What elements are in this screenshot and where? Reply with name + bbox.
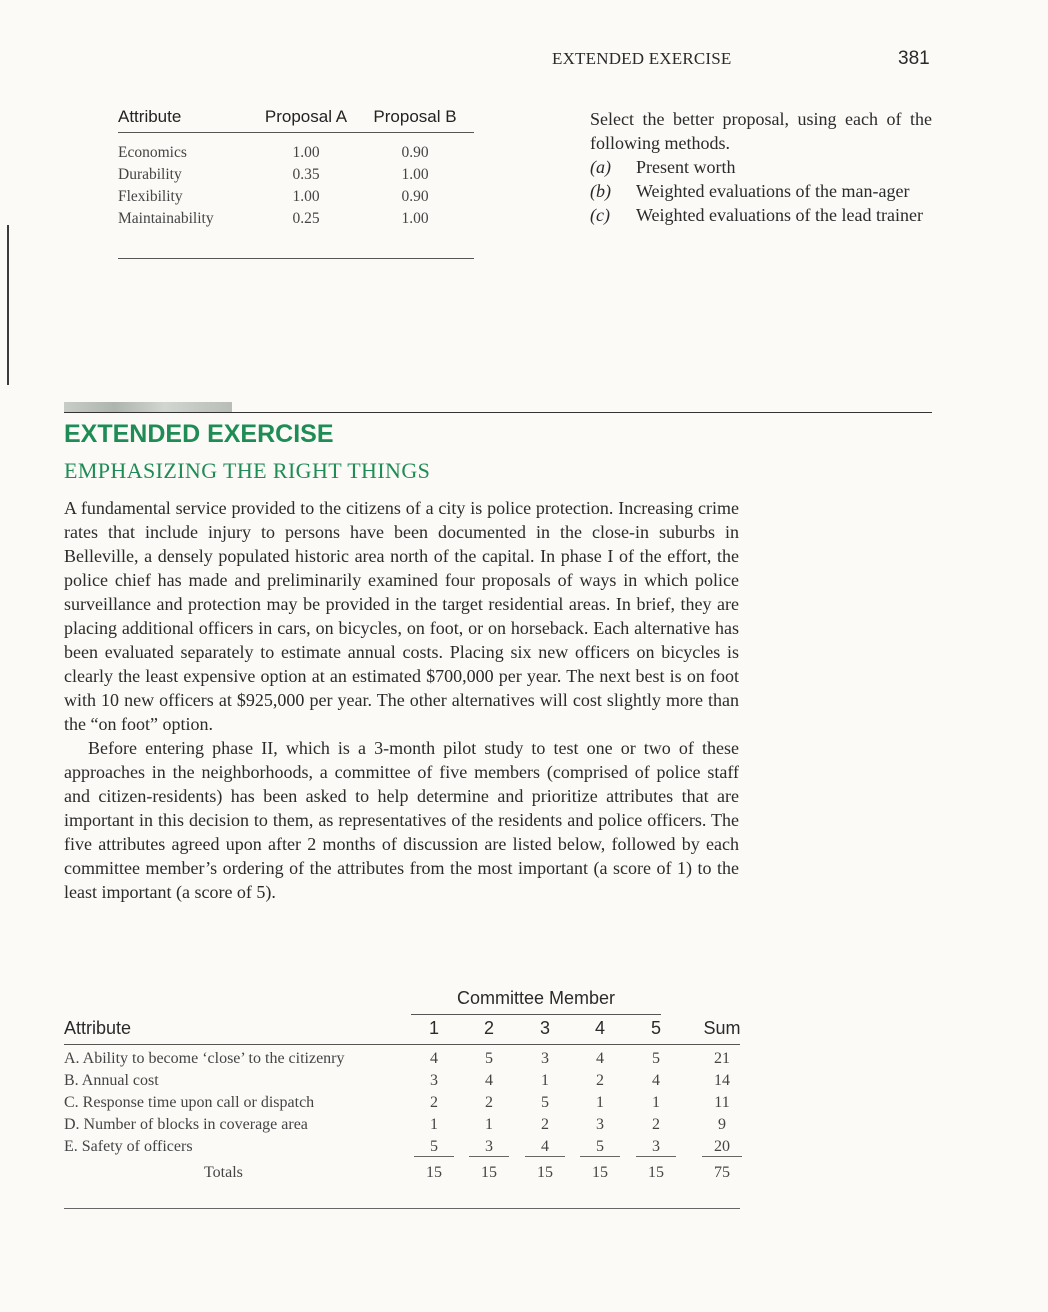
table-row <box>118 164 474 186</box>
cell: 1 <box>430 1116 438 1133</box>
totals-label: Totals <box>204 1164 243 1181</box>
cell: A. Ability to become ‘close’ to the citizenry <box>64 1050 345 1067</box>
cell: 15 <box>426 1164 442 1181</box>
cell: Flexibility <box>118 188 183 205</box>
section-title: EXTENDED EXERCISE <box>64 420 334 448</box>
running-header: EXTENDED EXERCISE <box>552 49 732 68</box>
col-attribute: Attribute <box>118 107 182 126</box>
page-number: 381 <box>898 48 930 69</box>
table-row <box>64 1138 740 1160</box>
question-item <box>590 179 932 203</box>
cell: 5 <box>652 1050 660 1067</box>
cell: 1 <box>485 1116 493 1133</box>
cell: Economics <box>118 144 187 161</box>
cell: 75 <box>714 1164 730 1181</box>
proposal-table-header <box>118 107 474 133</box>
section-decoration-bar <box>64 402 232 412</box>
cell: C. Response time upon call or dispatch <box>64 1094 315 1111</box>
cell: 5 <box>485 1050 493 1067</box>
body-text <box>64 496 739 904</box>
cell: 1.00 <box>401 210 429 227</box>
paragraph: Before entering phase II, which is a 3-month pilot study to test one or two of these approaches in the neighborhoods, a committee of five members (comprised of police staff and citizen-residents) has been asked to help determine and prioritize attributes that are important in this decision to them, as representatives of the residents and police officers. The five attributes agreed upon after 2 months of discussion are listed below, followed by each committee member’s ordering of the attributes from the most important (a score of 1) to the least important (a score of 5). <box>64 738 739 902</box>
col-attribute: Attribute <box>64 1018 132 1038</box>
table-row <box>64 1050 740 1072</box>
cell: 0.35 <box>292 166 320 183</box>
question-intro: Select the better proposal, using each of the following methods. <box>590 109 932 153</box>
cell: 1 <box>596 1094 604 1111</box>
col-member-3: 3 <box>539 1018 550 1038</box>
committee-header-bottom-rule <box>64 1044 740 1045</box>
cell: 3 <box>596 1116 604 1133</box>
col-sum: Sum <box>703 1018 741 1038</box>
question-item <box>590 203 932 227</box>
col-proposal-a: Proposal A <box>264 107 348 126</box>
question-letter: (a) <box>590 157 611 177</box>
cell: 3 <box>541 1050 549 1067</box>
question-text: Present worth <box>636 157 736 177</box>
question-item <box>590 155 932 179</box>
cell: Durability <box>118 166 182 183</box>
cell: 2 <box>541 1116 549 1133</box>
col-member-5: 5 <box>650 1018 661 1038</box>
cell: 0.25 <box>292 210 320 227</box>
committee-table-header <box>64 1018 740 1042</box>
cell: 15 <box>648 1164 664 1181</box>
cell: 11 <box>714 1094 730 1111</box>
committee-header-rule <box>411 1014 661 1015</box>
cell: 14 <box>714 1072 730 1089</box>
col-member-1: 1 <box>428 1018 439 1038</box>
committee-member-header: Committee Member <box>456 988 616 1008</box>
cell: Maintainability <box>118 210 214 227</box>
section-rule <box>64 412 932 413</box>
proposal-table <box>118 107 474 259</box>
cell: D. Number of blocks in coverage area <box>64 1116 308 1133</box>
table-bottom-rule <box>118 258 474 259</box>
cell: 5 <box>580 1138 620 1157</box>
table-row <box>118 186 474 208</box>
section-subtitle: EMPHASIZING THE RIGHT THINGS <box>64 458 431 483</box>
cell: 4 <box>652 1072 660 1089</box>
cell: 4 <box>485 1072 493 1089</box>
cell: 15 <box>592 1164 608 1181</box>
cell: 1.00 <box>292 144 320 161</box>
table-row <box>64 1116 740 1138</box>
cell: 20 <box>702 1138 742 1157</box>
cell: 4 <box>525 1138 565 1157</box>
cell: 15 <box>537 1164 553 1181</box>
cell: 5 <box>541 1094 549 1111</box>
question-text: Weighted evaluations of the lead trainer <box>636 205 923 225</box>
cell: 9 <box>718 1116 726 1133</box>
paragraph: A fundamental service provided to the citizens of a city is police protection. Increasing crime rates that include injury to persons have been documented in the close-in suburbs in Belleville, a densely populated historic area north of the capital. In phase I of the effort, the police chief has made and preliminarily examined four proposals of ways in which police surveillance and protection may be provided in the target residential areas. In brief, they are placing additional officers in cars, on bicycles, on foot, or on horseback. Each alternative has been evaluated separately to estimate annual costs. Placing six new officers on bicycles is clearly the least expensive option at an estimated $700,000 per year. The next best is on foot with 10 new officers at $925,000 per year. The other alternatives will cost slightly more than the “on foot” option. <box>64 498 739 734</box>
cell: 0.90 <box>401 144 429 161</box>
question-letter: (b) <box>590 181 611 201</box>
table-row <box>64 1094 740 1116</box>
question-text: Weighted evaluations of the man-ager <box>636 181 910 201</box>
cell: 2 <box>430 1094 438 1111</box>
cell: 2 <box>652 1116 660 1133</box>
question-block <box>590 107 932 227</box>
cell: 4 <box>596 1050 604 1067</box>
table-row <box>118 208 474 230</box>
cell: 1.00 <box>292 188 320 205</box>
cell: 4 <box>430 1050 438 1067</box>
cell: 2 <box>596 1072 604 1089</box>
totals-row <box>64 1164 740 1186</box>
cell: 3 <box>469 1138 509 1157</box>
margin-mark <box>7 225 9 385</box>
cell: 1 <box>652 1094 660 1111</box>
question-letter: (c) <box>590 205 610 225</box>
cell: 15 <box>481 1164 497 1181</box>
col-member-4: 4 <box>594 1018 605 1038</box>
committee-table-body <box>64 1050 740 1186</box>
cell: 1.00 <box>401 166 429 183</box>
cell: E. Safety of officers <box>64 1138 193 1155</box>
cell: 3 <box>430 1072 438 1089</box>
committee-table-bottom-rule <box>64 1208 740 1209</box>
cell: 1 <box>541 1072 549 1089</box>
table-row <box>64 1072 740 1094</box>
col-member-2: 2 <box>483 1018 494 1038</box>
col-proposal-b: Proposal B <box>373 107 457 126</box>
table-row <box>118 142 474 164</box>
cell: 3 <box>636 1138 676 1157</box>
cell: 0.90 <box>401 188 429 205</box>
cell: 5 <box>414 1138 454 1157</box>
cell: 2 <box>485 1094 493 1111</box>
cell: B. Annual cost <box>64 1072 159 1089</box>
cell: 21 <box>714 1050 730 1067</box>
